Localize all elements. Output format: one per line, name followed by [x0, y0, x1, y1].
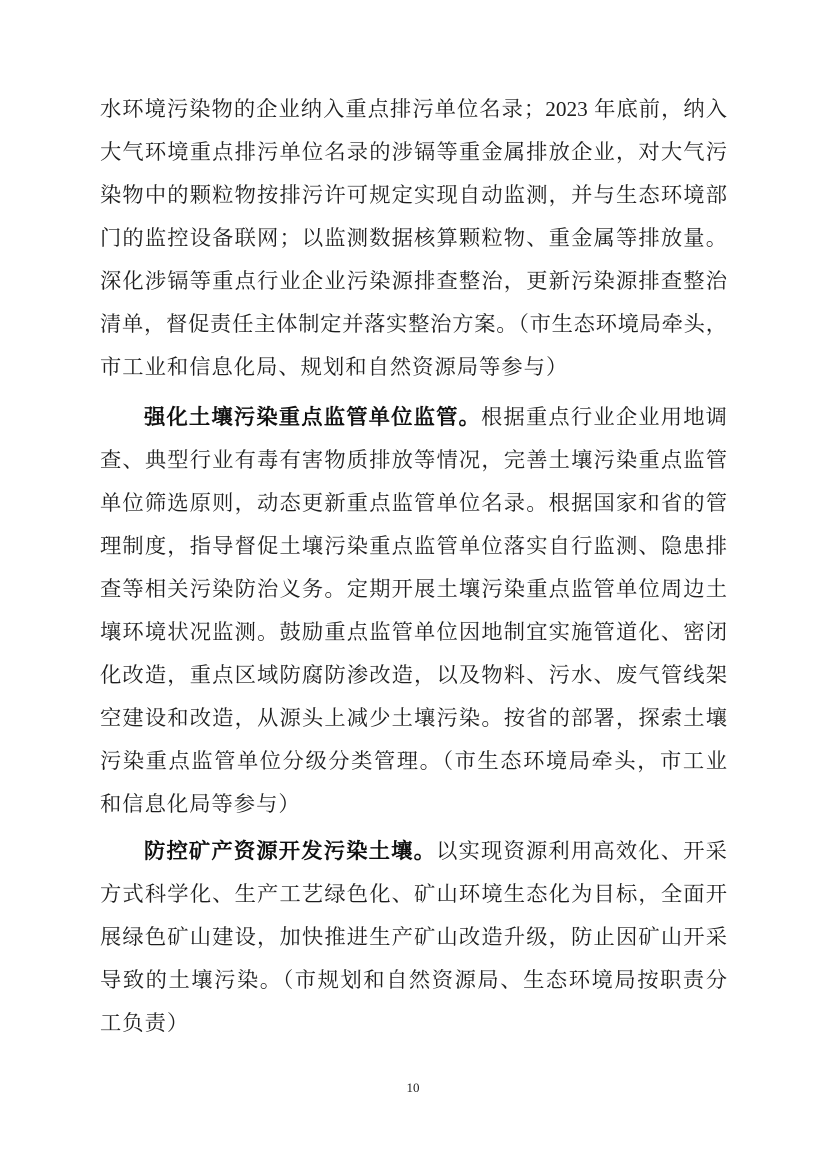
text-line: 空建设和改造，从源头上减少土壤污染。按省的部署，探索土壤 — [100, 706, 727, 730]
text-line: 方式科学化、生产工艺绿色化、矿山环境生态化为目标，全面开 — [100, 882, 727, 906]
text-line: 壤环境状况监测。鼓励重点监管单位因地制宜实施管道化、密闭 — [100, 620, 727, 644]
paragraph-text: 根据重点行业企业用地调 — [481, 405, 727, 429]
text-line: 清单，督促责任主体制定并落实整治方案。（市生态环境局牵头， — [100, 312, 727, 336]
text-line: 展绿色矿山建设，加快推进生产矿山改造升级，防止因矿山开采 — [100, 925, 727, 949]
text-line: 理制度，指导督促土壤污染重点监管单位落实自行监测、隐患排 — [100, 534, 727, 558]
text-line: 污染重点监管单位分级分类管理。（市生态环境局牵头，市工业 — [100, 749, 727, 773]
text-line — [100, 396, 727, 439]
text-line: 门的监控设备联网；以监测数据核算颗粒物、重金属等排放量。 — [100, 226, 727, 250]
paragraph-heading: 防控矿产资源开发污染土壤。 — [144, 839, 437, 863]
text-line: 查等相关污染防治义务。定期开展土壤污染重点监管单位周边土 — [100, 577, 727, 601]
paragraph-mining-soil — [100, 830, 727, 1045]
text-line: 染物中的颗粒物按排污许可规定实现自动监测，并与生态环境部 — [100, 183, 727, 207]
body-text — [100, 88, 727, 1045]
text-line: 市工业和信息化局、规划和自然资源局等参与） — [100, 355, 569, 379]
text-line: 大气环境重点排污单位名录的涉镉等重金属排放企业，对大气污 — [100, 140, 727, 164]
text-line: 单位筛选原则，动态更新重点监管单位名录。根据国家和省的管 — [100, 491, 727, 515]
text-line: 化改造，重点区域防腐防渗改造，以及物料、污水、废气管线架 — [100, 663, 727, 687]
text-line: 和信息化局等参与） — [100, 792, 301, 816]
text-line: 水环境污染物的企业纳入重点排污单位名录；2023 年底前，纳入 — [100, 97, 727, 121]
paragraph-water-air-pollution — [100, 88, 727, 389]
paragraph-text: 以实现资源利用高效化、开采 — [436, 839, 727, 863]
text-line: 查、典型行业有毒有害物质排放等情况，完善土壤污染重点监管 — [100, 448, 727, 472]
text-line — [100, 830, 727, 873]
text-line: 工负责） — [100, 1011, 190, 1035]
page-number: 10 — [406, 1080, 420, 1095]
paragraph-soil-key-units — [100, 396, 727, 826]
text-line: 导致的土壤污染。（市规划和自然资源局、生态环境局按职责分 — [100, 968, 727, 992]
text-line: 深化涉镉等重点行业企业污染源排查整治，更新污染源排查整治 — [100, 269, 727, 293]
paragraph-heading: 强化土壤污染重点监管单位监管。 — [144, 405, 482, 429]
